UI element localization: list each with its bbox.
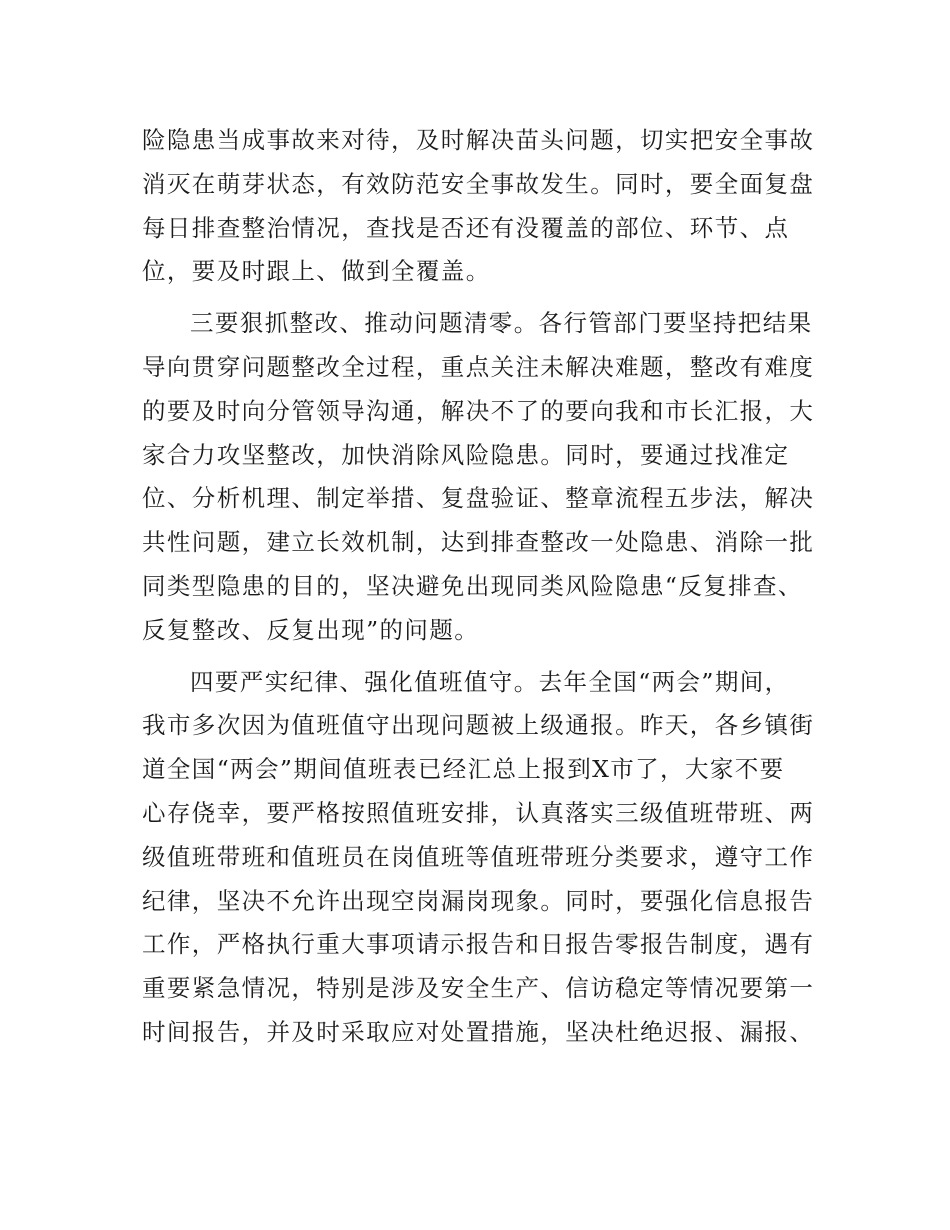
text-line: 同类型隐患的目的，坚决避免出现同类风险隐患“反复排查、 [142,571,803,600]
text-line: 的要及时向分管领导沟通，解决不了的要向我和市长汇报，大 [142,396,815,425]
text-line: 时间报告，并及时采取应对处置措施，坚决杜绝迟报、漏报、 [142,1017,815,1046]
text-line: 导向贯穿问题整改全过程，重点关注未解决难题，整改有难度 [142,352,815,381]
text-line: 反复整改、反复出现”的问题。 [142,615,480,644]
text-line: 纪律，坚决不允许出现空岗漏岗现象。同时，要强化信息报告 [142,886,815,915]
text-line: 位，要及时跟上、做到全覆盖。 [142,257,491,286]
text-line: 三要狠抓整改、推动问题清零。各行管部门要坚持把结果 [190,309,813,338]
document-body [142,119,815,1055]
text-line: 重要紧急情况，特别是涉及安全生产、信访稳定等情况要第一 [142,974,815,1003]
paragraph-discipline [142,661,815,1055]
text-line: 家合力攻坚整改，加快消除风险隐患。同时，要通过找准定 [142,440,790,469]
text-line: 我市多次因为值班值守出现问题被上级通报。昨天，各乡镇街 [142,711,815,740]
text-line: 工作，严格执行重大事项请示报告和日报告零报告制度，遇有 [142,930,815,959]
text-line: 心存侥幸，要严格按照值班安排，认真落实三级值班带班、两 [142,798,815,827]
text-line: 位、分析机理、制定举措、复盘验证、整章流程五步法，解决 [142,484,815,513]
paragraph-rectification [142,302,815,652]
text-line: 共性问题，建立长效机制，达到排查整改一处隐患、消除一批 [142,528,815,557]
text-line: 每日排查整治情况，查找是否还有没覆盖的部位、环节、点 [142,213,790,242]
paragraph-continuation [142,119,815,294]
text-line: 级值班带班和值班员在岗值班等值班带班分类要求，遵守工作 [142,842,815,871]
text-line: 险隐患当成事故来对待，及时解决苗头问题，切实把安全事故 [142,126,815,154]
text-line: 道全国“两会”期间值班表已经汇总上报到X市了，大家不要 [142,755,785,784]
text-line: 消灭在萌芽状态，有效防范安全事故发生。同时，要全面复盘 [142,169,815,198]
text-line: 四要严实纪律、强化值班值守。去年全国“两会”期间， [190,667,790,696]
